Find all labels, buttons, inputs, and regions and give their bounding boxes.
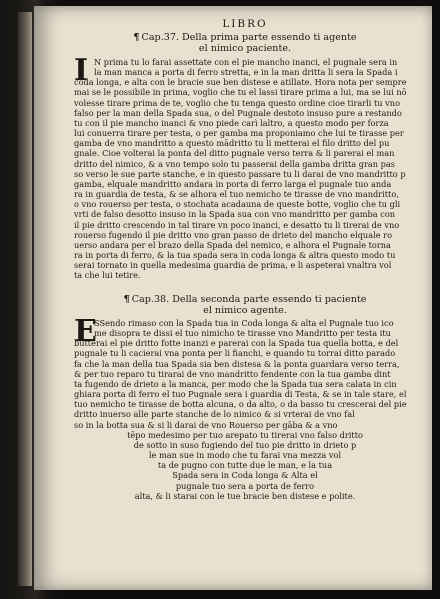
text-line: alta, & li starai con le tue bracie ben distese e polite. bbox=[134, 490, 356, 501]
chapter-37-subtitle: el nimico paciente. bbox=[198, 43, 292, 55]
text-line: o vno rouerso per testa, o stochata acadauna de queste botte, voglio che tu gli bbox=[74, 199, 401, 210]
text-line: pugnale tu li cacierai vna ponta per li fianchi, e quando tu torrai ditto parado bbox=[74, 348, 396, 359]
text-line: & per tuo reparo tu tirarai de vno mandritto fendente con la tua gamba dint bbox=[74, 368, 391, 379]
text-line: rouerso fugendo il pie dritto vno gran passo de drieto del mancho elquale ro bbox=[74, 229, 392, 240]
text-line: SSendo rimaso con la Spada tua in Coda longa & alta el Pugnale tuo ico bbox=[94, 318, 394, 328]
text-line: ta de pugno con tutte due le man, e la tua bbox=[157, 460, 333, 471]
text-line: gnale. Cioe volterai la ponta del ditto pugnale verso terra & li parerai el man bbox=[74, 148, 395, 159]
text-line: pugnale tuo sera a porta de ferro bbox=[175, 480, 315, 491]
text-line: il pie dritto crescendo in tal tirare vn poco inanci, e desatto tu li tirerai de vno bbox=[74, 219, 400, 230]
text-line: ghiara porta di ferro el tuo Pugnale sera i guardia di Testa, & se in tale stare, el bbox=[74, 389, 407, 400]
text-line: ta che lui tetire. bbox=[74, 270, 141, 281]
running-head: LIBRO bbox=[222, 18, 268, 30]
text-line: tuo nemicho te tirasse de botta alcuna, o da alto, o da basso tu crescerai del pie bbox=[74, 399, 407, 410]
text-line: tēpo medesimo per tuo arepato tu tirerai vno falso dritto bbox=[127, 429, 363, 440]
text-line: vrti de falso desotto insuso in la Spada sua con vno mandritto per gamba con bbox=[74, 209, 396, 220]
text-line: me disopra te dissi el tuo nimicho te tirasse vno Mandritto per testa itu bbox=[94, 328, 391, 339]
text-line: gamba de vno mandritto a questo mādritto tu li metterai el filo dritto del pu bbox=[74, 138, 390, 149]
text-line: Spada sera in Coda longa & Alta el bbox=[172, 470, 318, 481]
text-line: dritto inuerso alle parte stanche de lo nimico & si vrterai de vno fal bbox=[74, 409, 355, 420]
text-line: volesse tirare prima de te, voglio che tu tenga questo ordine cioe tirarli tu vno bbox=[74, 97, 400, 108]
text-line: serai tornato in quella medesima guardia de prima, e li aspeterai vnaltra vol bbox=[74, 260, 392, 271]
text-line: so verso le sue parte stanche, e in questo passare tu li darai de vno mandritto p bbox=[74, 168, 406, 179]
text-line: mai se le possibile in prima, voglio che tu el lassi tirare prima a lui, ma se lui nō bbox=[74, 87, 407, 98]
text-line: butterai el pie dritto fotte inanzi e parerai con la Spada tua quella botta, e del bbox=[74, 338, 399, 349]
drop-cap-e: E bbox=[74, 314, 97, 349]
text-line: N prima tu lo farai assettate con el pie mancho inanci, el pugnale sera in bbox=[94, 57, 398, 67]
paragraph-mark-icon: ¶ bbox=[123, 294, 130, 305]
text-line: ra in guardia de testa, & se alhora el tuo nemicho te tirasse de vno mandritto, bbox=[74, 189, 399, 200]
text-line: gamba, elquale mandritto andara in porta di ferro larga el pugnale tuo anda bbox=[74, 178, 392, 189]
chapter-38-subtitle: el nimico agente. bbox=[203, 305, 287, 317]
chapter-37-paragraph bbox=[74, 53, 416, 281]
text-line: uerso andara per el brazo della Spada del nemico, e alhora el Pugnale torna bbox=[74, 239, 391, 250]
text-line: coda longa, e alta con le bracie sue ben distese e atillate. Hora nota per sempre bbox=[74, 77, 407, 88]
paragraph-mark-icon: ¶ bbox=[133, 32, 140, 43]
text-line: le man sue in modo che tu farai vna mezza vol bbox=[148, 450, 342, 461]
chapter-37-title: Cap.37. Della prima parte essendo ti agente bbox=[141, 32, 357, 43]
book-binding-edge bbox=[18, 12, 32, 586]
chapter-38-title: Cap.38. Della seconda parte essendo ti paciente bbox=[131, 294, 367, 305]
chapter-38-heading bbox=[74, 294, 416, 316]
chapter-37-heading bbox=[74, 32, 416, 54]
text-line: tu con il pie mancho inanci & vno piede carì laltro, a questo modo per forza bbox=[74, 117, 389, 128]
drop-cap-i: I bbox=[74, 53, 89, 88]
text-line: lui conuerra tirare per testa, o per gamba ma proponiamo che lui te tirasse per bbox=[74, 128, 404, 139]
text-line: dritto del nimico, & a vno tempo solo tu passerai della gamba dritta gran pas bbox=[74, 158, 395, 169]
text-line: so in la botta sua & si li darai de vno Rouerso per gāba & a vno bbox=[74, 419, 338, 430]
text-line: fa che la man della tua Spada sia ben distesa & la ponta guardara verso terra, bbox=[74, 358, 400, 369]
text-line: ta fugendo de drieto a la manca, per modo che la Spada tua sera calata in cin bbox=[74, 378, 397, 389]
chapter-38-paragraph bbox=[74, 314, 416, 501]
text-line: la man manca a porta di ferro stretta, e in la man dritta li sera la Spada i bbox=[94, 67, 398, 78]
text-line: de sotto in suso fugiendo del tuo pie dritto in drieto p bbox=[133, 439, 357, 450]
text-line: falso per la man della Spada sua, o del Pugnale destoto insuso pure a restando bbox=[74, 107, 402, 118]
text-line: ra in porta di ferro, & la tua spada sera in coda longa & altra questo modo tu bbox=[74, 249, 396, 260]
